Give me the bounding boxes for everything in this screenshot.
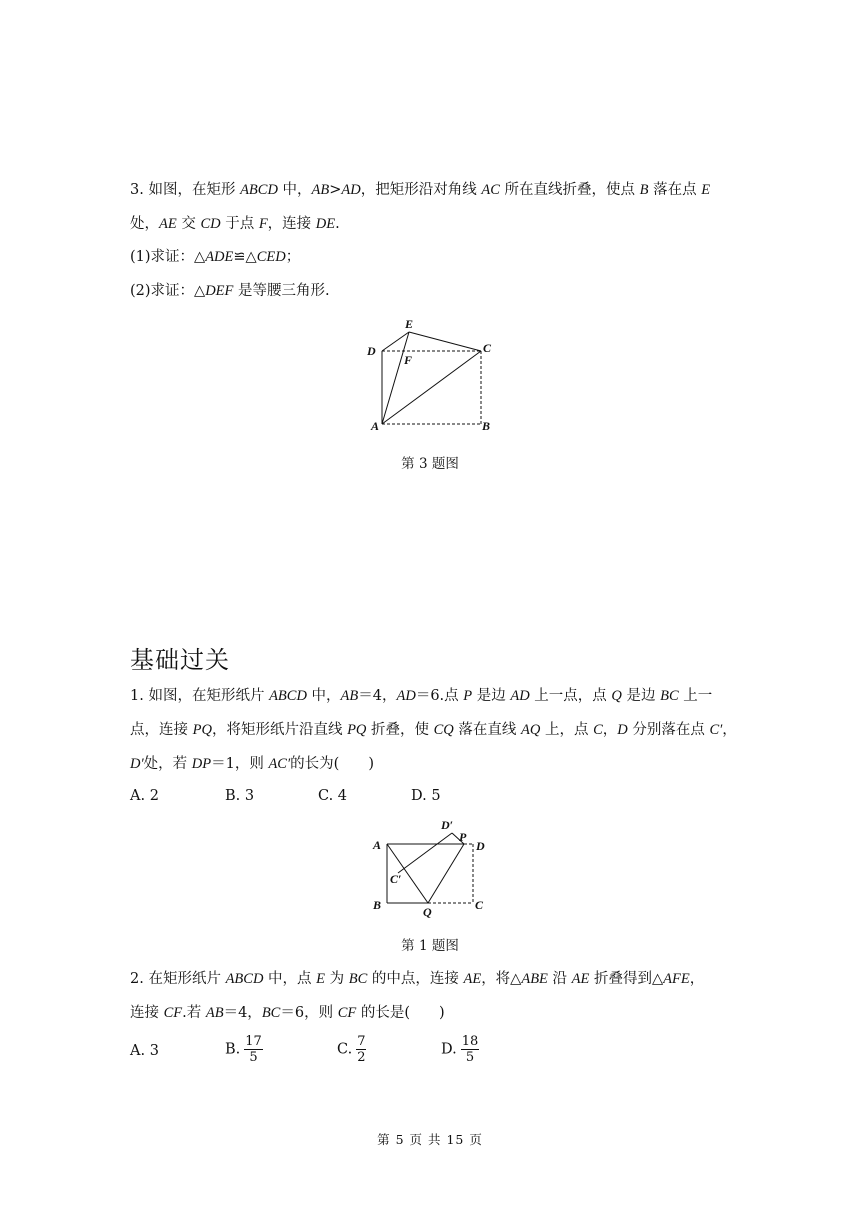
q3-edge-de xyxy=(382,332,409,351)
q1-label-c-prime: C′ xyxy=(390,872,402,886)
q2-option-b-fraction: $\frac{17}{5}$ xyxy=(245,1034,262,1065)
q1-label-d: D xyxy=(476,839,485,853)
q1-option-c: C. 4 xyxy=(318,788,348,804)
q3-edge-ec xyxy=(409,332,481,351)
q1-edge-cd-prime xyxy=(398,833,452,873)
q3-label-f: F xyxy=(404,353,413,367)
q3-label-c: C xyxy=(483,341,492,355)
q2-option-d-fraction: $\frac{18}{5}$ xyxy=(461,1034,479,1065)
q2-line-2: 连接 CF.若 AB＝4，BC＝6，则 CF 的长是( ) xyxy=(130,1005,445,1021)
q2-option-c: C. $\frac{7}{2}$ xyxy=(337,1034,366,1065)
q1-line-1: 1. 如图，在矩形纸片 ABCD 中，AB＝4，AD＝6.点 P 是边 AD 上一点，点 Q 是边 BC 上一 xyxy=(130,688,713,704)
q2-option-d: D. $\frac{18}{5}$ xyxy=(441,1034,479,1065)
q1-label-b: B xyxy=(373,898,382,912)
q1-caption: 第 1 题图 xyxy=(401,938,459,954)
q2-option-b: B. $\frac{17}{5}$ xyxy=(225,1034,262,1065)
q2-option-c-fraction: $\frac{7}{2}$ xyxy=(357,1034,366,1065)
q1-label-c: C xyxy=(475,898,484,912)
q3-figure xyxy=(360,314,500,434)
q3-label-a: A xyxy=(371,419,380,433)
q3-edge-ae xyxy=(382,332,409,424)
q3-part-1: (1)求证：△ADE≌△CED； xyxy=(130,249,301,265)
q1-option-b: B. 3 xyxy=(225,788,255,804)
page-footer: 第 5 页 共 15 页 xyxy=(377,1132,483,1147)
q1-option-d: D. 5 xyxy=(411,788,441,804)
q3-caption: 第 3 题图 xyxy=(401,456,459,472)
q3-edge-ac xyxy=(382,351,481,424)
q1-line-2: 点，连接 PQ，将矩形纸片沿直线 PQ 折叠，使 CQ 落在直线 AQ 上，点 C，D 分别落在点 C′， xyxy=(130,722,737,738)
q1-option-a: A. 2 xyxy=(130,788,159,804)
q1-label-a: A xyxy=(373,838,382,852)
q2-line-1: 2. 在矩形纸片 ABCD 中，点 E 为 BC 的中点，连接 AE，将△ABE 沿 AE 折叠得到△AFE， xyxy=(130,971,705,987)
section-title: 基础过关 xyxy=(130,646,230,674)
q3-label-b: B xyxy=(482,419,491,433)
q3-label-d: D xyxy=(367,344,376,358)
q1-figure xyxy=(365,815,495,920)
q1-label-q: Q xyxy=(423,905,432,919)
q1-edge-pq xyxy=(428,844,464,903)
q3-line-2: 处，AE 交 CD 于点 F，连接 DE. xyxy=(130,216,340,232)
q1-label-p: P xyxy=(459,830,467,844)
q1-label-d-prime: D′ xyxy=(441,818,454,832)
q3-label-e: E xyxy=(405,317,414,331)
q1-line-3: D′处，若 DP＝1，则 AC′的长为( ) xyxy=(130,756,374,772)
q2-option-a: A. 3 xyxy=(130,1043,159,1059)
q3-line-1: 3. 如图，在矩形 ABCD 中，AB>AD，把矩形沿对角线 AC 所在直线折叠，使点 B 落在点 E xyxy=(130,182,711,198)
q3-part-2: (2)求证：△DEF 是等腰三角形. xyxy=(130,283,330,299)
